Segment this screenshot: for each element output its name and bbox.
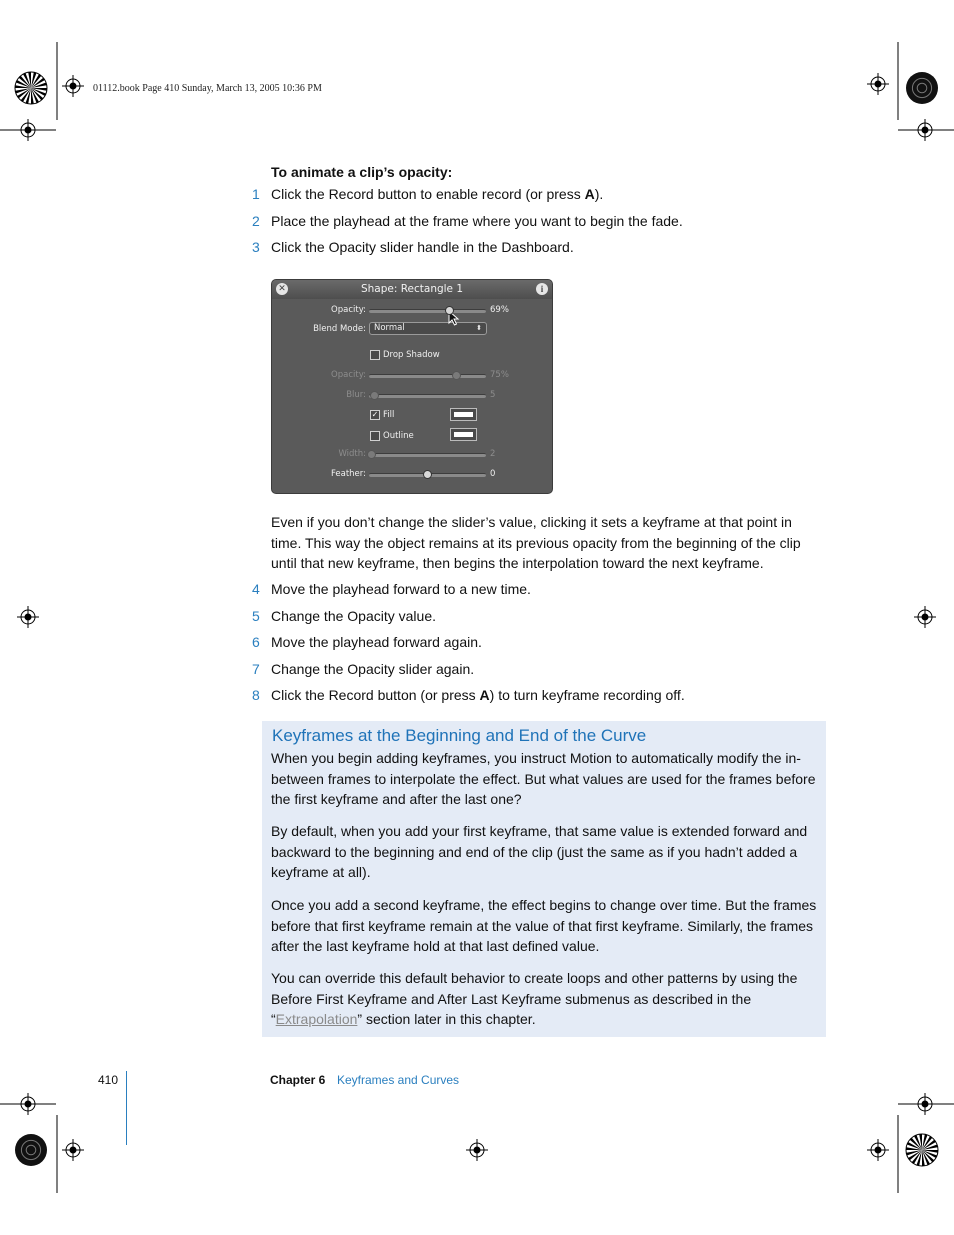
step-text — [271, 659, 474, 679]
dark-target-mark — [15, 1134, 47, 1166]
width-value: 2 — [490, 449, 496, 459]
step-text-part: ). — [594, 186, 604, 202]
sidebar-paragraph — [271, 968, 819, 1030]
width-slider-track[interactable] — [369, 453, 486, 457]
slider-knob[interactable] — [452, 371, 461, 380]
paragraph: Even if you don’t change the slider’s value, clicking it sets a keyframe at that point in time. This way the object remains at its previous opacity from the beginning of the clip until that new keyframe, then begins the interpolation toward the next keyframe. — [271, 514, 801, 571]
blend-mode-popup[interactable] — [369, 322, 487, 335]
blur-label: Blur: — [346, 390, 366, 400]
fill-label: Fill — [383, 410, 395, 420]
step-number: 3 — [252, 239, 260, 255]
registration-mark — [914, 119, 936, 141]
sidebar-paragraph: By default, when you add your first keyframe, that same value is extended forward and backward to the beginning and end of the clip (just the same as if you hadn’t added a keyframe at all). — [271, 823, 808, 880]
drop-shadow-checkbox[interactable] — [370, 350, 380, 360]
slider-knob[interactable] — [367, 450, 376, 459]
step-text-part: Change the Opacity value. — [271, 607, 436, 624]
step-text-part: Click the Opacity slider handle in the Dashboard. — [271, 239, 574, 255]
sidebar-text: You can override this default behavior to create loops and other patterns by using the Before First Keyframe and After Last Keyframe submenus as described in the “ — [271, 970, 798, 1027]
sidebar-heading: Keyframes at the Beginning and End of the Curve — [272, 726, 647, 745]
step-text — [271, 632, 482, 652]
step-text-part: Place the playhead at the frame where you want to begin the fade. — [271, 212, 683, 229]
step-number: 8 — [252, 687, 260, 703]
registration-mark — [62, 1139, 84, 1161]
registration-mark — [914, 1093, 936, 1115]
feather-value: 0 — [490, 469, 496, 479]
outline-checkbox[interactable] — [370, 431, 380, 441]
registration-mark — [867, 1139, 889, 1161]
slider-knob[interactable] — [370, 391, 379, 400]
key-shortcut: A — [479, 687, 490, 703]
star-target-mark — [15, 72, 47, 104]
outline-color-swatch[interactable] — [450, 428, 477, 441]
sidebar-paragraph: When you begin adding keyframes, you instruct Motion to automatically modify the in-between frames to interpolate the effect. But what values are used for the frames before the first keyframe and after the last one? — [271, 750, 816, 807]
width-label: Width: — [338, 449, 366, 459]
outline-label: Outline — [383, 431, 414, 441]
registration-mark — [466, 1139, 488, 1161]
fill-color-swatch[interactable] — [450, 408, 477, 421]
opacity-slider-track[interactable] — [369, 309, 486, 313]
registration-mark — [62, 75, 84, 97]
step-text-part: Click the Record button to enable record (or press — [271, 186, 585, 202]
step-number: 5 — [252, 607, 260, 624]
opacity-label: Opacity: — [331, 305, 366, 315]
page-number: 410 — [98, 1073, 119, 1087]
step-text — [271, 237, 574, 257]
star-target-mark — [906, 1134, 938, 1166]
popup-arrows-icon: ⬍ — [476, 324, 482, 332]
step-text — [271, 579, 531, 599]
registration-mark — [867, 73, 889, 95]
step-number: 7 — [252, 660, 260, 677]
extrapolation-link[interactable]: Extrapolation — [275, 1011, 358, 1027]
step-number: 1 — [252, 186, 260, 202]
sidebar-paragraph: Once you add a second keyframe, the effect begins to change over time. But the frames before that first keyframe remain at the value of that first keyframe. Similarly, the frames after the last keyframe hold at that last defined value. — [271, 897, 817, 954]
blend-mode-label: Blend Mode: — [313, 324, 366, 334]
step-item — [0, 659, 954, 679]
blend-mode-value: Normal — [374, 323, 405, 333]
step-text-part: Click the Record button (or press — [271, 687, 480, 703]
step-number: 6 — [252, 634, 260, 650]
step-item — [0, 579, 954, 599]
procedure-heading: To animate a clip’s opacity: — [271, 164, 453, 180]
shadow-opacity-label: Opacity: — [331, 370, 366, 380]
step-text-part: Move the playhead forward again. — [271, 634, 482, 650]
hud-title: Shape: Rectangle 1 — [360, 283, 464, 295]
step-text — [271, 685, 685, 705]
footer-rule — [126, 1071, 127, 1145]
step-text-part: Change the Opacity slider again. — [271, 660, 475, 677]
feather-label: Feather: — [330, 469, 366, 479]
print-slug: 01112.book Page 410 Sunday, March 13, 2005 10:36 PM — [93, 83, 322, 94]
dark-target-mark — [906, 72, 938, 104]
step-number: 4 — [252, 581, 260, 597]
shadow-opacity-slider-track[interactable] — [369, 374, 486, 378]
fill-checkbox[interactable]: ✓ — [371, 410, 379, 419]
opacity-value: 69% — [490, 305, 509, 315]
footer-chapter-title: Keyframes and Curves — [337, 1073, 460, 1087]
sidebar-text: ” section later in this chapter. — [357, 1011, 536, 1027]
step-text-part: ) to turn keyframe recording off. — [489, 687, 685, 703]
step-item — [0, 237, 954, 257]
blur-value: 5 — [490, 390, 496, 400]
key-shortcut: A — [584, 186, 595, 202]
dashboard-hud — [271, 279, 553, 494]
slider-knob[interactable] — [423, 470, 432, 479]
step-number: 2 — [252, 212, 260, 229]
info-icon[interactable]: i — [536, 283, 548, 295]
step-item — [0, 632, 954, 652]
step-item — [0, 184, 954, 204]
step-text — [271, 184, 603, 204]
shadow-opacity-value: 75% — [490, 370, 509, 380]
drop-shadow-label: Drop Shadow — [383, 350, 440, 360]
step-item — [0, 606, 954, 626]
step-text — [271, 211, 683, 231]
step-text-part: Move the playhead forward to a new time. — [271, 581, 531, 597]
footer-chapter: Chapter 6 — [270, 1073, 326, 1087]
blur-slider-track[interactable] — [369, 394, 486, 398]
step-item — [0, 211, 954, 231]
step-item — [0, 685, 954, 705]
registration-mark — [17, 1093, 39, 1115]
step-text — [271, 606, 436, 626]
close-icon[interactable]: ✕ — [276, 283, 288, 295]
registration-mark — [17, 119, 39, 141]
